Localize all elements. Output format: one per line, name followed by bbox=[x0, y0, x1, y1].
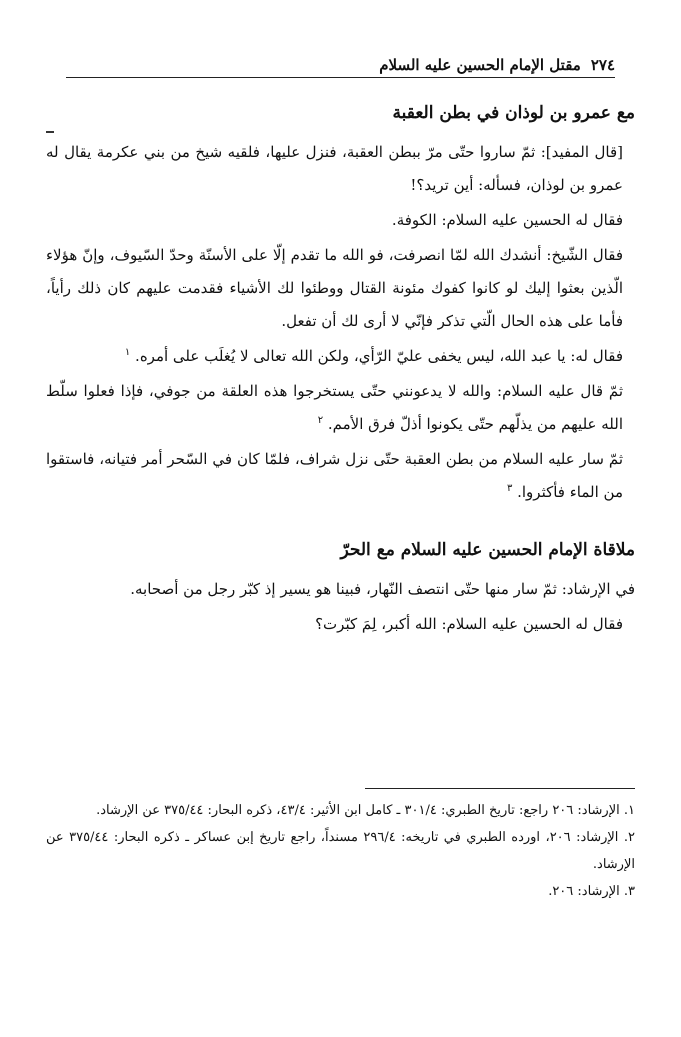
footnote-ref: ١ bbox=[124, 347, 131, 358]
main-text bbox=[46, 98, 635, 643]
paragraph: ثمّ سار عليه السلام من بطن العقبة حتّى نزل شراف، فلمّا كان في السّحر أمر فتيانه، فاستقوا من الماء فأكثروا. $^٣$ bbox=[46, 450, 623, 501]
footnotes bbox=[46, 788, 635, 905]
footnote: ١. الإرشاد: ٢٠٦ راجع: تاريخ الطبري: ٣٠١/٤ ـ كامل ابن الأثير: ٤٣/٤، ذكره البحار: ٣٧٥/٤٤ عن الإرشاد. bbox=[96, 803, 635, 818]
running-header bbox=[66, 48, 615, 78]
footnote: ٢. الإرشاد: ٢٠٦، اورده الطبري في تاريخه: ٢٩٦/٤ مسنداً، راجع تاريخ إبن عساكر ـ ذكره البحار: ٣٧٥/٤٤ عن الإرشاد. bbox=[46, 830, 635, 872]
paragraph: ثمّ قال عليه السلام: والله لا يدعونني حتّى يستخرجوا هذه العلقة من جوفي، فإذا فعلوا سلّط الله عليهم من يذلّهم حتّى يكونوا أذلّ فرق الأمم. $^٢$ bbox=[46, 382, 623, 433]
footnote-ref: ٢ bbox=[317, 415, 324, 426]
scan-speck bbox=[46, 131, 54, 133]
footnote-ref: ٣ bbox=[506, 483, 513, 494]
paragraph: فقال الشّيخ: أنشدك الله لمّا انصرفت، فو الله ما تقدم إلّا على الأسنّة وحدّ السّيوف، وإنّ هؤلاء الّذين بعثوا إليك لو كانوا كفوك مئونة القتال ووطئوا لك الأشياء فقدمت عليهم كان ذلك رأياً، فأما على هذه الحال الّتي تذكر فإنّي لا أرى لك أن تفعل. bbox=[46, 246, 623, 330]
paragraph: فقال له: يا عبد الله، ليس يخفى عليّ الرّأي، ولكن الله تعالى لا يُغلَب على أمره. $^١$ bbox=[124, 347, 623, 365]
paragraph: في الإرشاد: ثمّ سار منها حتّى انتصف النّهار، فبينا هو يسير إذ كبّر رجل من أصحابه. bbox=[130, 580, 635, 598]
footnote-divider bbox=[365, 788, 635, 789]
paragraph: فقال له الحسين عليه السلام: الله أكبر، لِمَ كبّرت؟ bbox=[315, 615, 623, 633]
page-number: ٢٧٤ bbox=[590, 56, 615, 74]
book-title: مقتل الإمام الحسين عليه السلام bbox=[379, 56, 581, 74]
footnote: ٣. الإرشاد: ٢٠٦. bbox=[548, 884, 635, 899]
paragraph: فقال له الحسين عليه السلام: الكوفة. bbox=[391, 211, 623, 229]
paragraph: [قال المفيد]: ثمّ ساروا حتّى مرّ ببطن العقبة، فنزل عليها، فلقيه شيخ من بني عكرمة يقال له عمرو بن لوذان، فسأله: أين تريد؟! bbox=[46, 143, 623, 194]
section-heading-meeting-al-hurr: ملاقاة الإمام الحسين عليه السلام مع الحرّ bbox=[340, 540, 635, 560]
section-heading-amr-ibn-lawdhan: مع عمرو بن لوذان في بطن العقبة bbox=[392, 103, 635, 123]
